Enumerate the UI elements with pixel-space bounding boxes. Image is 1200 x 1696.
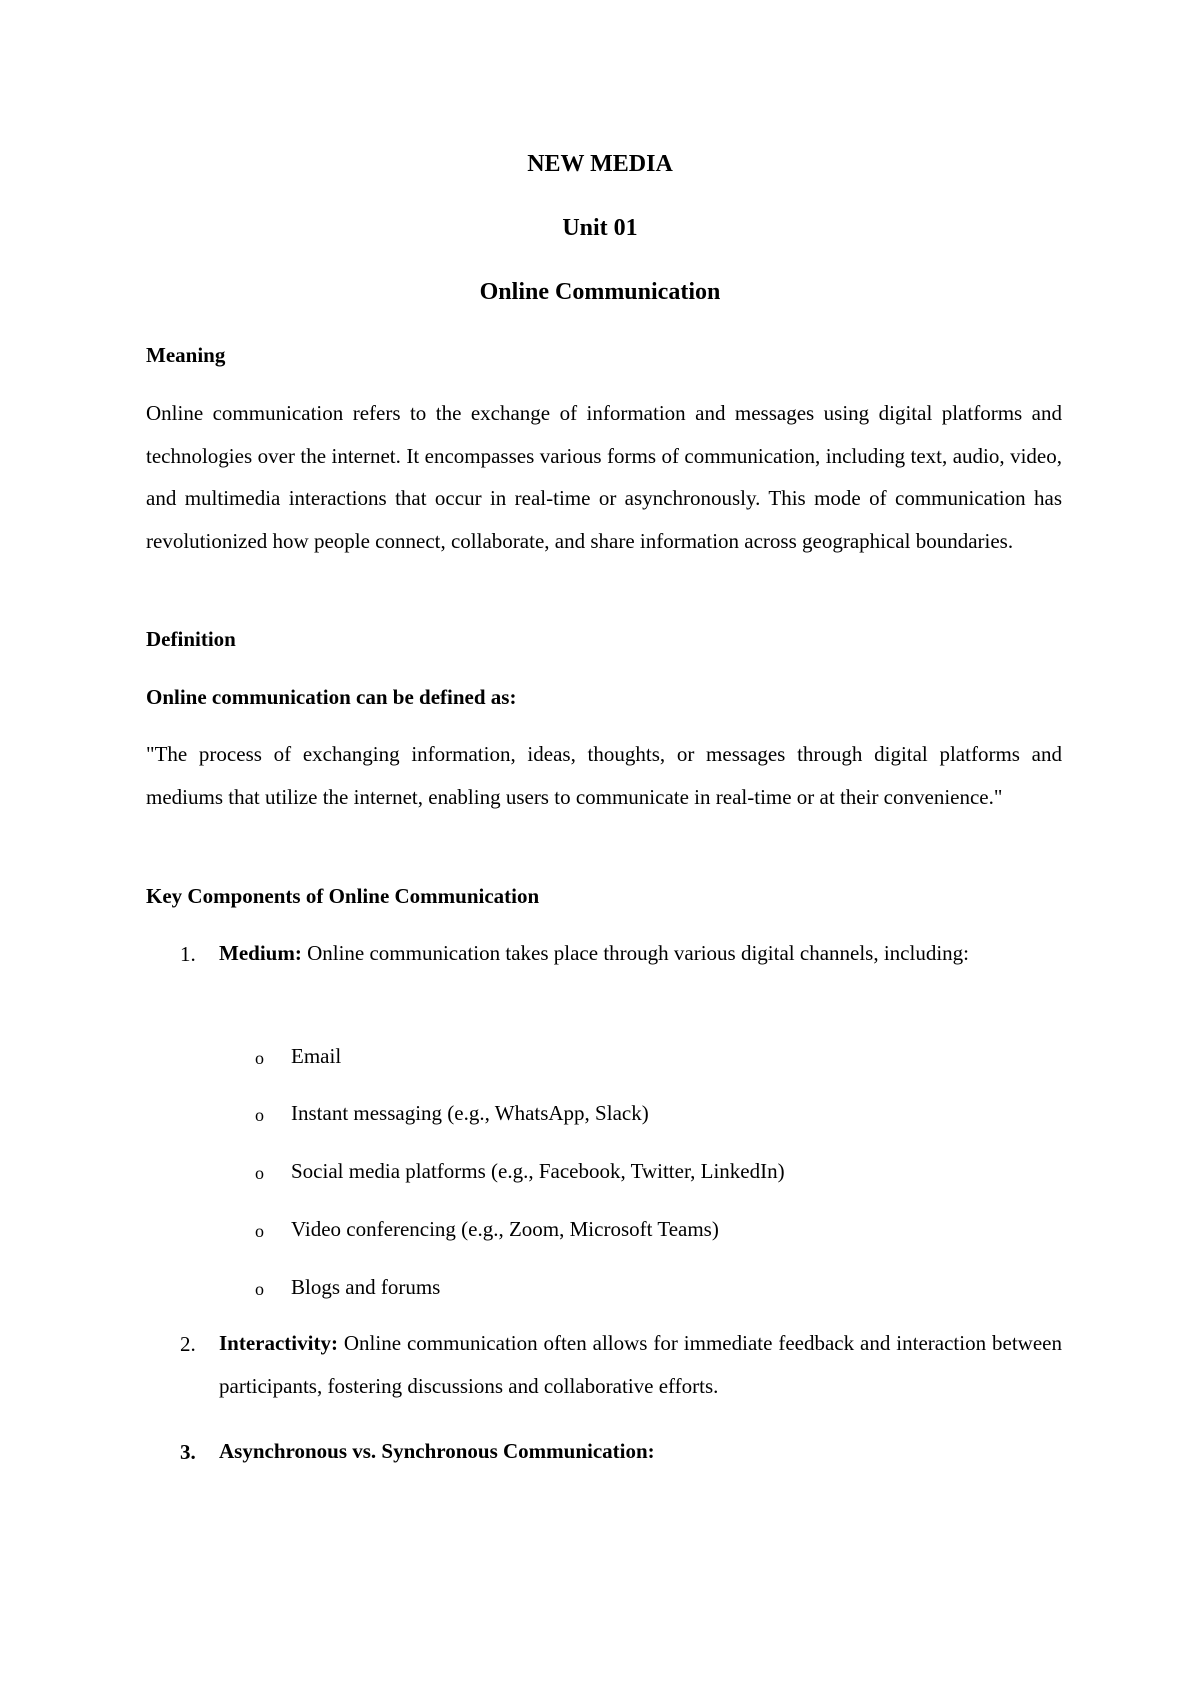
list-item-text: Online communication takes place through various digital channels, including:	[301, 941, 969, 965]
list-item-term: Interactivity:	[219, 1331, 338, 1355]
bullet-marker: o	[255, 1163, 264, 1183]
list-item-async-sync	[219, 1430, 1062, 1473]
list-item-medium	[219, 932, 1062, 975]
definition-subheading: Online communication can be defined as:	[146, 685, 517, 709]
list-item-number: 2.	[180, 1332, 196, 1356]
bullet-item-instant-messaging: Instant messaging (e.g., WhatsApp, Slack)	[291, 1101, 649, 1125]
list-item-text: Online communication often allows for immediate feedback and interaction between participants, fostering discussions and collaborative efforts.	[219, 1331, 1062, 1398]
document-subtitle: Online Communication	[479, 279, 721, 305]
meaning-heading: Meaning	[146, 343, 226, 367]
bullet-marker: o	[255, 1105, 264, 1125]
document-title: NEW MEDIA	[527, 151, 673, 177]
bullet-marker: o	[255, 1279, 264, 1299]
bullet-marker: o	[255, 1221, 264, 1241]
list-item-number: 3.	[180, 1440, 196, 1464]
meaning-paragraph: Online communication refers to the exchange of information and messages using digital platforms and technologies over the internet. It encompasses various forms of communication, including text, audio, video, and multimedia interactions that occur in real-time or asynchronously. This mode of communication has revolutionized how people connect, collaborate, and share information across geographical boundaries.	[146, 401, 1062, 553]
definition-heading: Definition	[146, 627, 236, 651]
list-item-number: 1.	[180, 942, 196, 966]
list-item-term: Medium:	[219, 941, 302, 965]
definition-quote: "The process of exchanging information, ideas, thoughts, or messages through digital platforms and mediums that utilize the internet, enabling users to communicate in real-time or at their convenience."	[146, 742, 1062, 809]
unit-heading: Unit 01	[562, 215, 638, 241]
key-components-heading: Key Components of Online Communication	[146, 884, 540, 908]
bullet-item-blogs-forums: Blogs and forums	[291, 1275, 441, 1299]
bullet-item-social-media: Social media platforms (e.g., Facebook, Twitter, LinkedIn)	[291, 1159, 785, 1183]
list-item-interactivity	[219, 1322, 1062, 1408]
bullet-item-email: Email	[291, 1044, 342, 1068]
bullet-marker: o	[255, 1048, 264, 1068]
bullet-item-video-conferencing: Video conferencing (e.g., Zoom, Microsoft Teams)	[291, 1217, 719, 1241]
list-item-term: Asynchronous vs. Synchronous Communication:	[219, 1439, 655, 1463]
